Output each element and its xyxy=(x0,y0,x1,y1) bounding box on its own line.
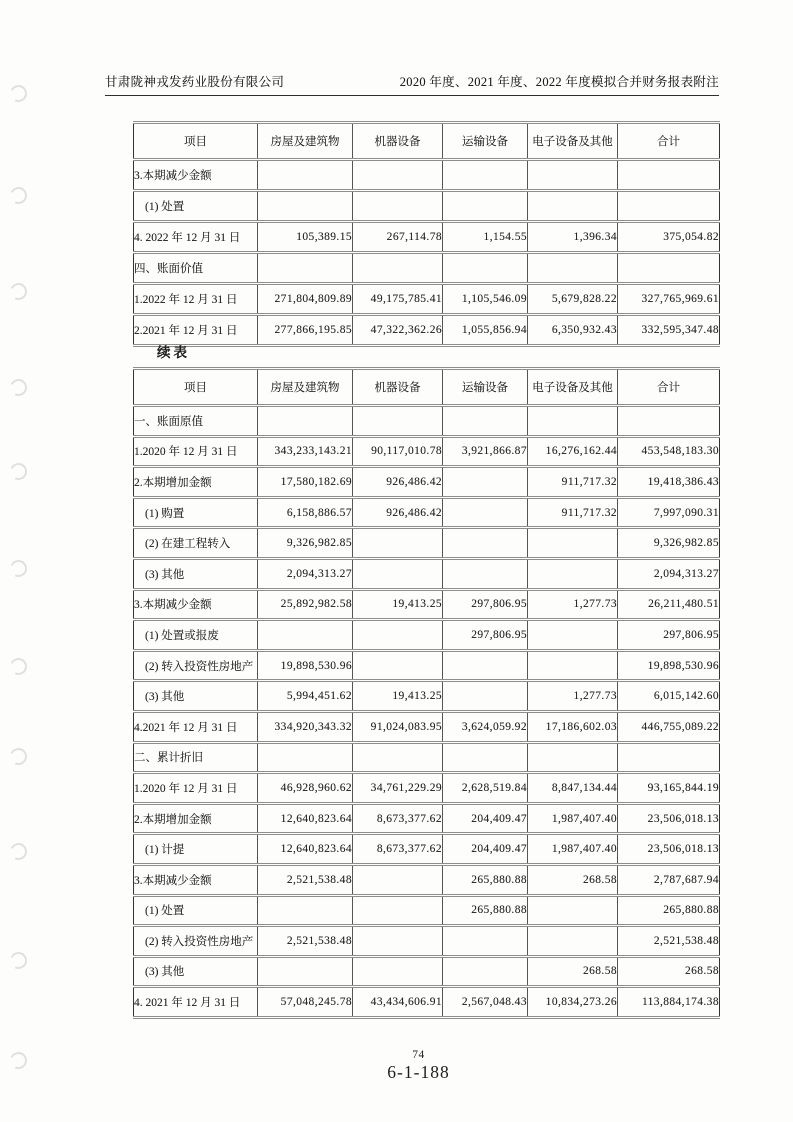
amount-cell xyxy=(258,620,353,651)
column-header: 合计 xyxy=(618,123,720,160)
amount-cell xyxy=(353,528,443,559)
amount-cell xyxy=(353,926,443,957)
amount-cell xyxy=(528,742,618,773)
amount-cell: 47,322,362.26 xyxy=(353,315,443,346)
table-row xyxy=(134,253,720,284)
row-label: (1) 处置 xyxy=(134,191,258,222)
amount-cell xyxy=(353,956,443,987)
amount-cell xyxy=(528,406,618,437)
table-row xyxy=(134,773,720,804)
amount-cell: 3,624,059.92 xyxy=(443,711,528,742)
report-title: 2020 年度、2021 年度、2022 年度模拟合并财务报表附注 xyxy=(399,75,719,89)
row-label: 3.本期减少金额 xyxy=(134,160,258,191)
amount-cell: 19,413.25 xyxy=(353,681,443,712)
amount-cell: 2,521,538.48 xyxy=(258,864,353,895)
fixed-assets-table-top xyxy=(133,121,720,347)
amount-cell: 6,350,932.43 xyxy=(528,315,618,346)
amount-cell: 19,898,530.96 xyxy=(618,650,720,681)
amount-cell: 2,521,538.48 xyxy=(618,926,720,957)
row-label: 1.2022 年 12 月 31 日 xyxy=(134,284,258,315)
amount-cell xyxy=(528,528,618,559)
table-row xyxy=(134,864,720,895)
amount-cell: 17,186,602.03 xyxy=(528,711,618,742)
amount-cell: 1,987,407.40 xyxy=(528,834,618,865)
amount-cell: 23,506,018.13 xyxy=(618,834,720,865)
amount-cell: 265,880.88 xyxy=(618,895,720,926)
amount-cell xyxy=(353,191,443,222)
amount-cell xyxy=(353,253,443,284)
row-label: 2.2021 年 12 月 31 日 xyxy=(134,315,258,346)
amount-cell: 332,595,347.48 xyxy=(618,315,720,346)
amount-cell: 1,396.34 xyxy=(528,222,618,253)
table-row xyxy=(134,987,720,1018)
amount-cell xyxy=(443,528,528,559)
amount-cell: 93,165,844.19 xyxy=(618,773,720,804)
table-row xyxy=(134,589,720,620)
amount-cell xyxy=(258,742,353,773)
amount-cell xyxy=(258,253,353,284)
table-row xyxy=(134,528,720,559)
table-row xyxy=(134,650,720,681)
column-header: 运输设备 xyxy=(443,123,528,160)
table-row xyxy=(134,681,720,712)
binding-mark-artifact xyxy=(8,841,30,863)
binding-mark-artifact xyxy=(8,377,30,399)
amount-cell: 25,892,982.58 xyxy=(258,589,353,620)
amount-cell: 343,233,143.21 xyxy=(258,436,353,467)
amount-cell xyxy=(353,160,443,191)
amount-cell xyxy=(618,253,720,284)
amount-cell: 268.58 xyxy=(528,956,618,987)
amount-cell xyxy=(618,160,720,191)
amount-cell xyxy=(528,895,618,926)
table-row xyxy=(134,711,720,742)
amount-cell: 46,928,960.62 xyxy=(258,773,353,804)
amount-cell: 1,987,407.40 xyxy=(528,803,618,834)
amount-cell: 34,761,229.29 xyxy=(353,773,443,804)
amount-cell xyxy=(258,895,353,926)
table-row xyxy=(134,926,720,957)
row-label: 1.2020 年 12 月 31 日 xyxy=(134,436,258,467)
table-row xyxy=(134,956,720,987)
amount-cell: 297,806.95 xyxy=(443,589,528,620)
column-header: 项目 xyxy=(134,123,258,160)
binding-mark-artifact xyxy=(8,656,30,678)
row-label: 3.本期减少金额 xyxy=(134,864,258,895)
table-row xyxy=(134,406,720,437)
amount-cell xyxy=(353,895,443,926)
row-label: (2) 在建工程转入 xyxy=(134,528,258,559)
table-row xyxy=(134,222,720,253)
amount-cell: 43,434,606.91 xyxy=(353,987,443,1018)
row-label: (1) 处置或报废 xyxy=(134,620,258,651)
amount-cell: 265,880.88 xyxy=(443,895,528,926)
row-label: 四、账面价值 xyxy=(134,253,258,284)
table-header-row xyxy=(134,123,720,160)
amount-cell xyxy=(528,650,618,681)
binding-mark-artifact xyxy=(8,558,30,580)
column-header: 房屋及建筑物 xyxy=(258,123,353,160)
amount-cell: 9,326,982.85 xyxy=(258,528,353,559)
amount-cell: 5,994,451.62 xyxy=(258,681,353,712)
amount-cell xyxy=(443,558,528,589)
binding-mark-artifact xyxy=(8,746,30,768)
row-label: (3) 其他 xyxy=(134,558,258,589)
amount-cell: 19,898,530.96 xyxy=(258,650,353,681)
table-row xyxy=(134,803,720,834)
amount-cell: 1,277.73 xyxy=(528,589,618,620)
binding-mark-artifact xyxy=(8,185,30,207)
page-header xyxy=(105,72,719,96)
amount-cell xyxy=(443,956,528,987)
amount-cell: 2,521,538.48 xyxy=(258,926,353,957)
column-header: 机器设备 xyxy=(353,369,443,406)
amount-cell: 334,920,343.32 xyxy=(258,711,353,742)
table-header-row xyxy=(134,369,720,406)
row-label: 2.本期增加金额 xyxy=(134,467,258,498)
amount-cell: 16,276,162.44 xyxy=(528,436,618,467)
amount-cell: 453,548,183.30 xyxy=(618,436,720,467)
column-header: 电子设备及其他 xyxy=(528,123,618,160)
amount-cell: 8,673,377.62 xyxy=(353,834,443,865)
amount-cell xyxy=(443,191,528,222)
binding-mark-artifact xyxy=(8,950,30,972)
amount-cell: 3,921,866.87 xyxy=(443,436,528,467)
amount-cell: 8,673,377.62 xyxy=(353,803,443,834)
amount-cell xyxy=(528,191,618,222)
amount-cell: 12,640,823.64 xyxy=(258,803,353,834)
amount-cell: 297,806.95 xyxy=(618,620,720,651)
row-label: (2) 转入投资性房地产 xyxy=(134,650,258,681)
company-name: 甘肃陇神戎发药业股份有限公司 xyxy=(105,75,285,89)
amount-cell xyxy=(353,406,443,437)
row-label: (1) 计提 xyxy=(134,834,258,865)
amount-cell: 91,024,083.95 xyxy=(353,711,443,742)
amount-cell xyxy=(528,160,618,191)
amount-cell: 2,094,313.27 xyxy=(258,558,353,589)
row-label: 二、累计折旧 xyxy=(134,742,258,773)
amount-cell: 105,389.15 xyxy=(258,222,353,253)
table-row xyxy=(134,895,720,926)
amount-cell: 26,211,480.51 xyxy=(618,589,720,620)
amount-cell: 6,015,142.60 xyxy=(618,681,720,712)
row-label: 1.2020 年 12 月 31 日 xyxy=(134,773,258,804)
row-label: (1) 购置 xyxy=(134,497,258,528)
row-label: 3.本期减少金额 xyxy=(134,589,258,620)
amount-cell xyxy=(618,742,720,773)
amount-cell: 297,806.95 xyxy=(443,620,528,651)
amount-cell xyxy=(528,253,618,284)
amount-cell xyxy=(353,558,443,589)
amount-cell: 926,486.42 xyxy=(353,467,443,498)
amount-cell xyxy=(443,467,528,498)
amount-cell xyxy=(258,191,353,222)
binding-mark-artifact xyxy=(8,281,30,303)
amount-cell: 5,679,828.22 xyxy=(528,284,618,315)
amount-cell: 2,787,687.94 xyxy=(618,864,720,895)
amount-cell xyxy=(443,160,528,191)
amount-cell xyxy=(618,406,720,437)
table-row xyxy=(134,558,720,589)
row-label: 一、账面原值 xyxy=(134,406,258,437)
amount-cell: 327,765,969.61 xyxy=(618,284,720,315)
column-header: 项目 xyxy=(134,369,258,406)
amount-cell: 2,567,048.43 xyxy=(443,987,528,1018)
amount-cell: 204,409.47 xyxy=(443,803,528,834)
fixed-assets-table-continued xyxy=(133,367,720,1019)
table-row xyxy=(134,160,720,191)
binding-mark-artifact xyxy=(8,461,30,483)
amount-cell xyxy=(528,558,618,589)
amount-cell xyxy=(258,956,353,987)
table-row xyxy=(134,191,720,222)
row-label: 4. 2021 年 12 月 31 日 xyxy=(134,987,258,1018)
continued-table-label: 续表 xyxy=(157,345,190,360)
amount-cell: 267,114.78 xyxy=(353,222,443,253)
amount-cell: 926,486.42 xyxy=(353,497,443,528)
row-label: (3) 其他 xyxy=(134,956,258,987)
amount-cell: 268.58 xyxy=(618,956,720,987)
amount-cell: 204,409.47 xyxy=(443,834,528,865)
amount-cell: 17,580,182.69 xyxy=(258,467,353,498)
amount-cell: 1,105,546.09 xyxy=(443,284,528,315)
table-row xyxy=(134,834,720,865)
table-row xyxy=(134,123,720,160)
amount-cell: 2,094,313.27 xyxy=(618,558,720,589)
amount-cell: 271,804,809.89 xyxy=(258,284,353,315)
amount-cell: 8,847,134.44 xyxy=(528,773,618,804)
amount-cell xyxy=(528,620,618,651)
amount-cell: 1,154.55 xyxy=(443,222,528,253)
table-row xyxy=(134,436,720,467)
amount-cell: 446,755,089.22 xyxy=(618,711,720,742)
amount-cell: 12,640,823.64 xyxy=(258,834,353,865)
row-label: (3) 其他 xyxy=(134,681,258,712)
amount-cell: 49,175,785.41 xyxy=(353,284,443,315)
amount-cell xyxy=(443,406,528,437)
amount-cell: 1,277.73 xyxy=(528,681,618,712)
amount-cell xyxy=(258,406,353,437)
amount-cell: 10,834,273.26 xyxy=(528,987,618,1018)
row-label: 4. 2022 年 12 月 31 日 xyxy=(134,222,258,253)
amount-cell xyxy=(258,160,353,191)
table-row xyxy=(134,620,720,651)
amount-cell: 911,717.32 xyxy=(528,467,618,498)
column-header: 合计 xyxy=(618,369,720,406)
row-label: (2) 转入投资性房地产 xyxy=(134,926,258,957)
amount-cell: 277,866,195.85 xyxy=(258,315,353,346)
amount-cell xyxy=(443,650,528,681)
amount-cell: 2,628,519.84 xyxy=(443,773,528,804)
row-label: 2.本期增加金额 xyxy=(134,803,258,834)
amount-cell: 19,418,386.43 xyxy=(618,467,720,498)
amount-cell: 911,717.32 xyxy=(528,497,618,528)
amount-cell: 19,413.25 xyxy=(353,589,443,620)
amount-cell xyxy=(443,926,528,957)
column-header: 运输设备 xyxy=(443,369,528,406)
amount-cell xyxy=(443,497,528,528)
amount-cell: 6,158,886.57 xyxy=(258,497,353,528)
amount-cell xyxy=(443,681,528,712)
binding-mark-artifact xyxy=(8,83,30,105)
page-number: 74 xyxy=(412,1049,425,1061)
table-row xyxy=(134,284,720,315)
table-row xyxy=(134,315,720,346)
amount-cell: 375,054.82 xyxy=(618,222,720,253)
amount-cell: 1,055,856.94 xyxy=(443,315,528,346)
amount-cell xyxy=(443,742,528,773)
table-row xyxy=(134,742,720,773)
row-label: (1) 处置 xyxy=(134,895,258,926)
row-label: 4.2021 年 12 月 31 日 xyxy=(134,711,258,742)
amount-cell xyxy=(443,253,528,284)
amount-cell: 7,997,090.31 xyxy=(618,497,720,528)
amount-cell: 23,506,018.13 xyxy=(618,803,720,834)
amount-cell: 9,326,982.85 xyxy=(618,528,720,559)
document-number: 6-1-188 xyxy=(387,1062,450,1082)
table-row xyxy=(134,369,720,406)
amount-cell: 90,117,010.78 xyxy=(353,436,443,467)
table-row xyxy=(134,497,720,528)
amount-cell xyxy=(353,620,443,651)
amount-cell: 113,884,174.38 xyxy=(618,987,720,1018)
amount-cell xyxy=(618,191,720,222)
amount-cell: 265,880.88 xyxy=(443,864,528,895)
amount-cell xyxy=(353,864,443,895)
amount-cell xyxy=(528,926,618,957)
amount-cell xyxy=(353,650,443,681)
table-row xyxy=(134,467,720,498)
column-header: 机器设备 xyxy=(353,123,443,160)
amount-cell: 57,048,245.78 xyxy=(258,987,353,1018)
amount-cell: 268.58 xyxy=(528,864,618,895)
column-header: 电子设备及其他 xyxy=(528,369,618,406)
column-header: 房屋及建筑物 xyxy=(258,369,353,406)
amount-cell xyxy=(353,742,443,773)
